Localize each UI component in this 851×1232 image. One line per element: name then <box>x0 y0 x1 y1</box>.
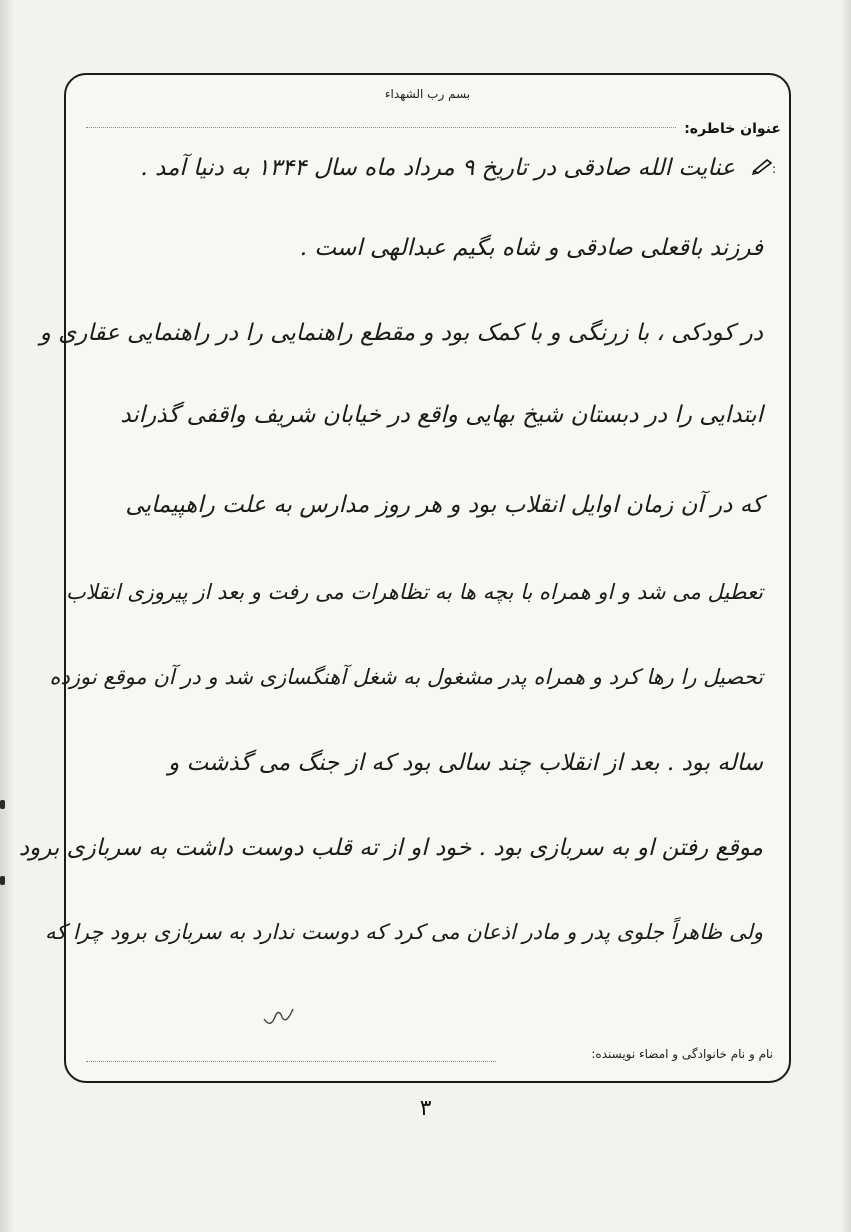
memoir-form-frame <box>18 73 791 1083</box>
margin-mark <box>0 800 5 809</box>
signature-label: نام و نام خانوادگی و امضاء نویسنده: <box>591 1047 773 1061</box>
pen-icon <box>751 157 777 175</box>
handwritten-line: که در آن زمان اوایل انقلاب بود و هر روز مدارس به علت راهپیمایی <box>125 492 763 518</box>
page-edge-left <box>0 0 14 1232</box>
handwritten-line: عنایت الله صادقی در تاریخ ۹ مرداد ماه سال ۱۳۴۴ به دنیا آمد . <box>140 155 735 181</box>
handwritten-line: ساله بود . بعد از انقلاب چند سالی بود که از جنگ می گذشت و <box>168 750 763 776</box>
handwritten-line: تعطیل می شد و او همراه با بچه ها به تظاهرات می رفت و بعد از پیروزی انقلاب <box>65 580 763 604</box>
form-header: بسم رب الشهداء <box>384 87 471 101</box>
handwritten-line: ابتدایی را در دبستان شیخ بهایی واقع در خیابان شریف واقفی گذراند <box>120 402 763 428</box>
handwritten-line: موقع رفتن او به سربازی بود . خود او از ته قلب دوست داشت به سربازی برود <box>18 835 763 861</box>
handwritten-line: در کودکی ، با زرنگی و با کمک بود و مقطع راهنمایی را در راهنمایی عقاری و <box>39 320 763 346</box>
scribble-signature <box>262 1005 296 1027</box>
handwritten-line: ولی ظاهراً جلوی پدر و مادر اذعان می کرد که دوست ندارد به سربازی برود چرا که <box>44 920 763 944</box>
title-dotted-line <box>86 127 676 128</box>
handwritten-line: تحصیل را رها کرد و همراه پدر مشغول به شغل آهنگسازی شد و در آن موقع نوزده <box>49 665 763 689</box>
page-edge-right <box>841 0 851 1232</box>
margin-mark <box>0 876 5 885</box>
signature-dotted-line <box>86 1061 496 1062</box>
title-label: عنوان خاطره: <box>684 121 781 137</box>
svg-text::: : <box>772 162 777 175</box>
handwritten-line: فرزند باقعلی صادقی و شاه بگیم عبدالهی است . <box>299 235 763 261</box>
page-number: ۳ <box>419 1096 432 1121</box>
